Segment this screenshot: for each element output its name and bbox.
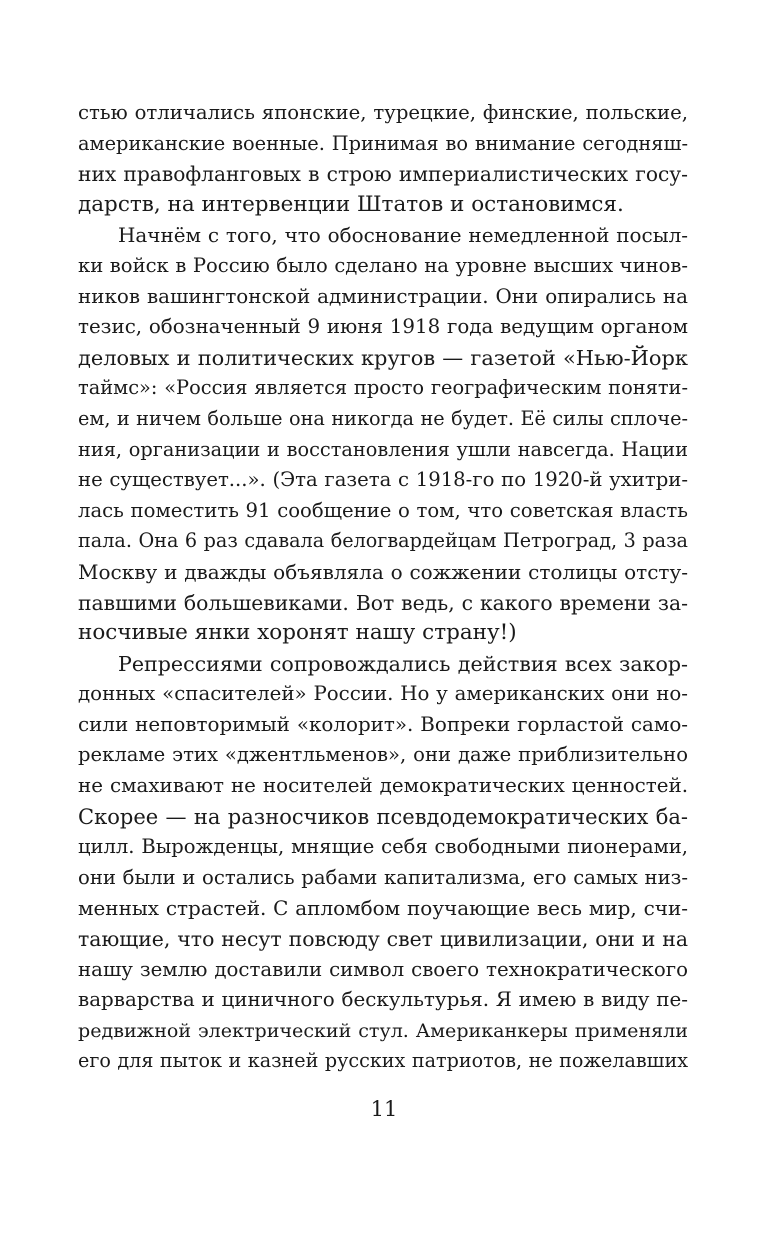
text-line: стью отличались японские, турецкие, финские, польские, — [78, 101, 688, 124]
text-line: менных страстей. С апломбом поучающие весь мир, счи- — [78, 896, 688, 921]
text-line: тезис, обозначенный 9 июня 1918 года ведущим органом — [78, 315, 688, 339]
text-line: донных «спасителей» России. Но у американских они но- — [78, 682, 688, 706]
text-line: не смахивают не носителей демократических ценностей. — [78, 774, 688, 798]
text-line: деловых и политических кругов — газетой «Нью-Йорк — [78, 345, 688, 370]
text-line: Скорее — на разносчиков псевдодемократических ба- — [78, 803, 688, 829]
text-line: дарств, на интервенции Штатов и остановимся. — [78, 191, 624, 217]
text-line: ников вашингтонской администрации. Они опирались на — [78, 284, 688, 308]
text-line: американские военные. Принимая во внимание сегодняш- — [78, 131, 688, 155]
text-line: сили неповторимый «колорит». Вопреки горластой само- — [78, 712, 688, 736]
text-line: пала. Она 6 раз сдавала белогвардейцам Петроград, 3 раза — [78, 529, 688, 553]
text-line: павшими большевиками. Вот ведь, с какого времени за- — [78, 590, 688, 615]
text-line: они были и остались рабами капитализма, его самых низ- — [78, 865, 688, 889]
text-line: таймс»: «Россия является просто географическим поняти- — [78, 376, 688, 400]
text-line: ния, организации и восстановления ушли навсегда. Нации — [78, 437, 688, 461]
text-line: его для пыток и казней русских патриотов, не пожелавших — [78, 1049, 688, 1073]
text-line: не существует...». (Эта газета с 1918-го по 1920-й ухитри- — [78, 468, 688, 492]
text-line: ем, и ничем больше она никогда не будет. Её силы сплоче- — [78, 406, 688, 430]
text-line: них правофланговых в строю империалистических госу- — [78, 162, 688, 187]
text-line: тающие, что несут повсюду свет цивилизации, они и на — [78, 927, 688, 952]
text-line: лась поместить 91 сообщение о том, что советская власть — [78, 498, 688, 522]
page-number: 11 — [370, 1097, 398, 1121]
text-line: Начнём с того, что обоснование немедленной посыл- — [118, 223, 688, 248]
text-line: варварства и циничного бескультурья. Я имею в виду пе- — [78, 988, 688, 1012]
text-line: Репрессиями сопровождались действия всех закор- — [118, 651, 688, 676]
text-line: Москву и дважды объявляла о сожжении столицы отсту- — [78, 559, 688, 584]
text-line: нашу землю доставили символ своего технократического — [78, 957, 688, 981]
text-line: цилл. Вырожденцы, мнящие себя свободными пионерами, — [78, 835, 688, 859]
book-page-text — [78, 98, 688, 1077]
text-line: ки войск в Россию было сделано на уровне высших чинов- — [78, 253, 688, 277]
text-line: носчивые янки хоронят нашу страну!) — [78, 620, 517, 646]
text-line: редвижной электрический стул. Американкеры применяли — [78, 1019, 688, 1042]
text-line: рекламе этих «джентльменов», они даже приблизительно — [78, 743, 688, 767]
